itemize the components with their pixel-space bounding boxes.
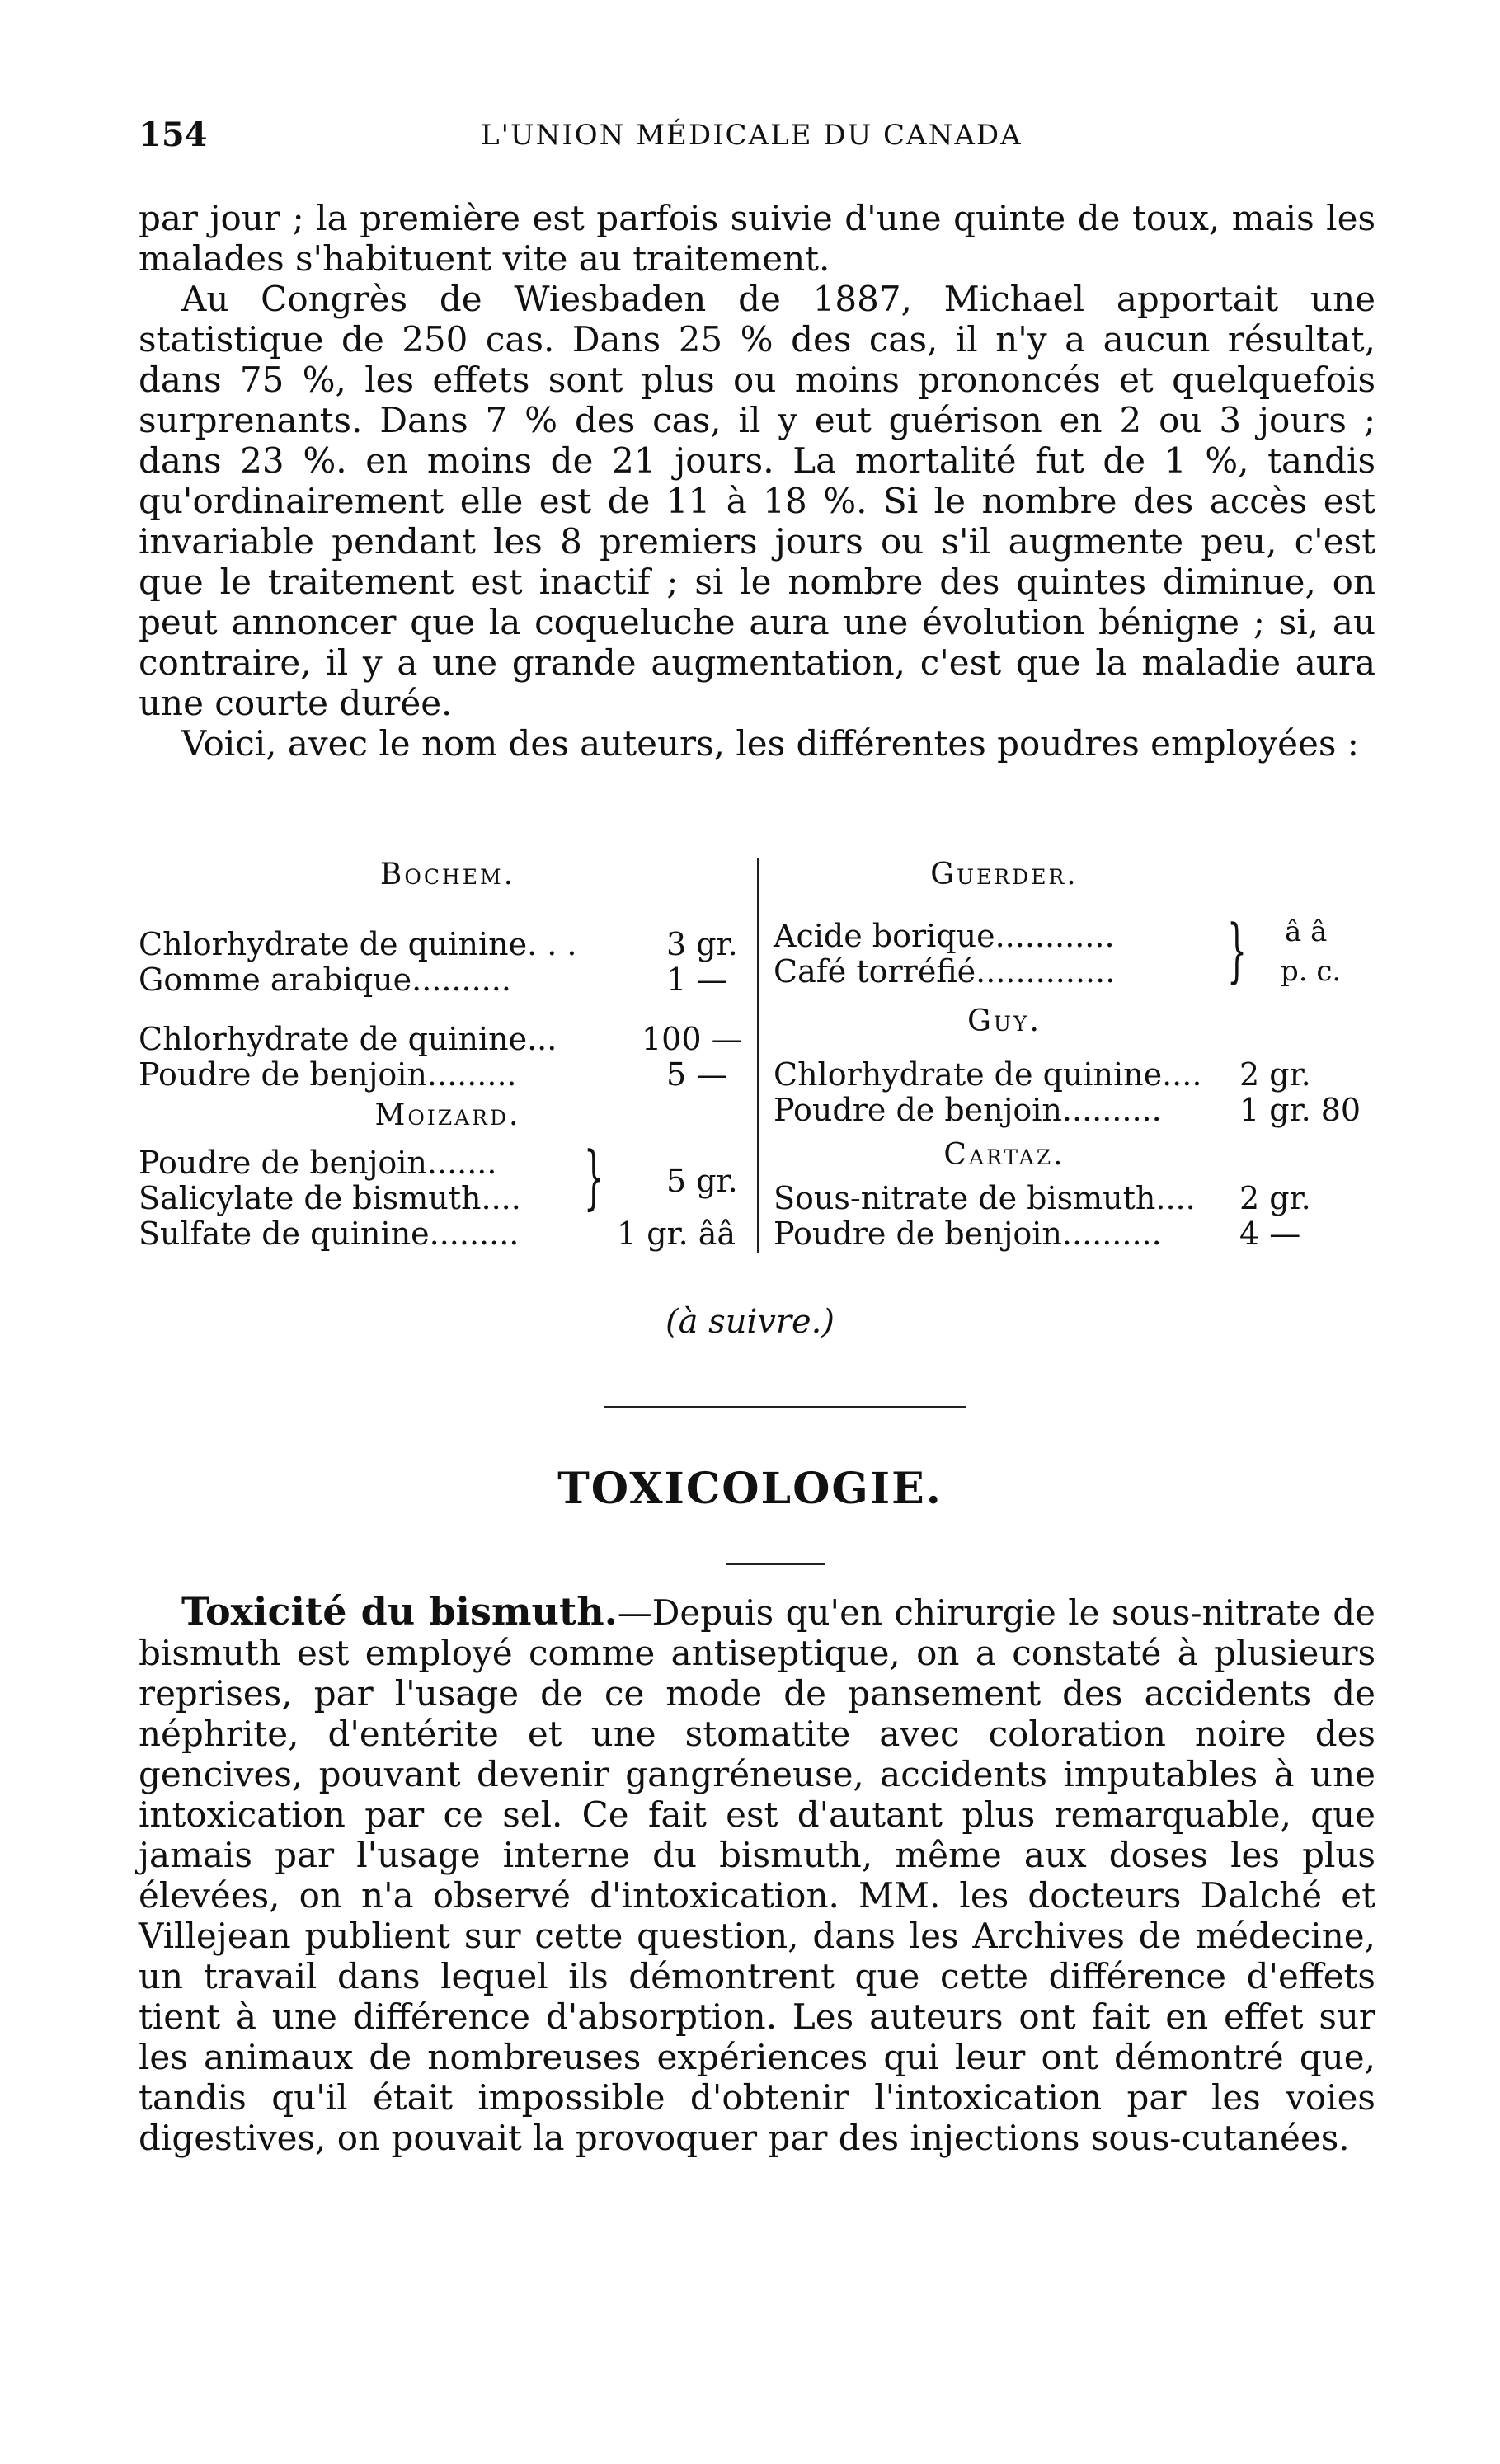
- author-heading-guy: Guy.: [967, 1004, 1042, 1038]
- formula-row: [774, 1182, 1375, 1215]
- author-heading-bochem: Bochem.: [379, 858, 516, 891]
- quantity-aa: â â: [1285, 915, 1328, 948]
- ingredient-quantity: 5 —: [666, 1056, 728, 1093]
- formula-row: [774, 1217, 1375, 1250]
- formula-row: [774, 1058, 1375, 1091]
- ingredient-name: Gomme arabique..........: [139, 962, 511, 998]
- ingredient-quantity: 1 gr. ââ: [617, 1216, 736, 1252]
- column-divider: [757, 858, 759, 1253]
- ingredient-name: Acide borique............: [774, 918, 1115, 954]
- paragraph-3: Voici, avec le nom des auteurs, les différentes poudres employées :: [181, 723, 1359, 764]
- formula-row: [139, 1023, 757, 1056]
- author-heading-moizard: Moizard.: [374, 1098, 521, 1132]
- ingredient-quantity: 2 gr.: [1239, 1180, 1311, 1216]
- ingredient-quantity: 4 —: [1239, 1216, 1301, 1252]
- formula-row: [139, 1217, 757, 1250]
- brace-symbol: }: [584, 1136, 604, 1217]
- ingredient-name: Café torréfié..............: [774, 953, 1116, 990]
- author-heading-guerder: Guerder.: [930, 858, 1079, 891]
- article-paragraph: [139, 1589, 1376, 2158]
- powder-formulary-table: [139, 858, 1375, 1253]
- paragraph-1: par jour ; la première est parfois suivie d'une quinte de toux, mais les malades s'habituent vite au traitement.: [139, 198, 1375, 279]
- ingredient-name: Salicylate de bismuth....: [139, 1180, 521, 1216]
- page-number: 154: [139, 115, 208, 154]
- ingredient-name: Chlorhydrate de quinine....: [774, 1056, 1202, 1093]
- ingredient-quantity: 5 gr.: [666, 1163, 738, 1199]
- formula-row: [139, 1182, 757, 1215]
- article-text: —Depuis qu'en chirurgie le sous-nitrate de bismuth est employé comme antiseptique, on a constaté à plusieurs reprises, par l'usage de ce mode de pansement des accidents de néphrite, d'entérite et une stomatite avec coloration noire des gencives, pouvant devenir gangréneuse, accidents imputables à une intoxication par ce sel. Ce fait est d'autant plus remarquable, que jamais par l'usage interne du bismuth, même aux doses les plus élevées, on n'a observé d'intoxication. MM. les docteurs Dalché et Villejean publient sur cette question, dans les Archives de médecine, un travail dans lequel ils démontrent que cette différence d'effets tient à une différence d'absorption. Les auteurs ont fait en effet sur les animaux de nombreuses expériences qui leur ont démontré que, tandis qu'il était impossible d'obtenir l'intoxication par les voies digestives, on pouvait la provoquer par des injections sous-cutanées.: [139, 1592, 1376, 2158]
- ingredient-name: Sous-nitrate de bismuth....: [774, 1180, 1196, 1216]
- paragraph-2: Au Congrès de Wiesbaden de 1887, Michael apportait une statistique de 250 cas. Dans 25 % des cas, il n'y a aucun résultat, dans 75 %, les effets sont plus ou moins prononcés et quelquefois surprenants. Dans 7 % des cas, il y eut guérison en 2 ou 3 jours ; dans 23 %. en moins de 21 jours. La mortalité fut de 1 %, tandis qu'ordinairement elle est de 11 à 18 %. Si le nombre des accès est invariable pendant les 8 premiers jours ou s'il augmente peu, c'est que le traitement est inactif ; si le nombre des quintes diminue, on peut annoncer que la coqueluche aura une évolution bénigne ; si, au contraire, il y a une grande augmentation, c'est que la maladie aura une courte durée.: [139, 279, 1375, 723]
- to-be-continued: (à suivre.): [665, 1303, 835, 1341]
- article-body: [139, 1589, 1376, 2158]
- ingredient-quantity: 1 gr. 80: [1239, 1092, 1361, 1128]
- ingredient-name: Poudre de benjoin.......: [139, 1145, 497, 1181]
- formula-row: [139, 1146, 757, 1179]
- formula-row: [139, 928, 757, 961]
- ingredient-name: Poudre de benjoin..........: [774, 1216, 1162, 1252]
- ingredient-name: Sulfate de quinine.........: [139, 1216, 520, 1252]
- formula-row: [139, 963, 757, 996]
- ingredient-name: Poudre de benjoin..........: [774, 1092, 1162, 1128]
- brace-symbol: }: [1227, 910, 1248, 990]
- formula-row: [139, 1058, 757, 1091]
- ingredient-name: Chlorhydrate de quinine...: [139, 1021, 557, 1057]
- ingredient-quantity: 3 gr.: [666, 926, 738, 962]
- quantity-pc: p. c.: [1281, 955, 1342, 988]
- section-title: TOXICOLOGIE.: [557, 1464, 943, 1514]
- author-heading-cartaz: Cartaz.: [943, 1138, 1065, 1172]
- ingredient-quantity: 1 —: [666, 962, 728, 998]
- ingredient-name: Chlorhydrate de quinine. . .: [139, 926, 577, 962]
- article-heading: Toxicité du bismuth.: [181, 1589, 618, 1634]
- section-separator-rule: [604, 1406, 966, 1408]
- ingredient-quantity: 100 —: [642, 1021, 743, 1057]
- formula-row: [774, 1093, 1375, 1126]
- ingredient-quantity: 2 gr.: [1239, 1056, 1311, 1093]
- title-underline-rule: [726, 1563, 825, 1565]
- intro-text: [139, 198, 1375, 764]
- page-header: [139, 115, 1375, 165]
- running-head: L'UNION MÉDICALE DU CANADA: [481, 119, 1023, 152]
- ingredient-name: Poudre de benjoin.........: [139, 1056, 517, 1093]
